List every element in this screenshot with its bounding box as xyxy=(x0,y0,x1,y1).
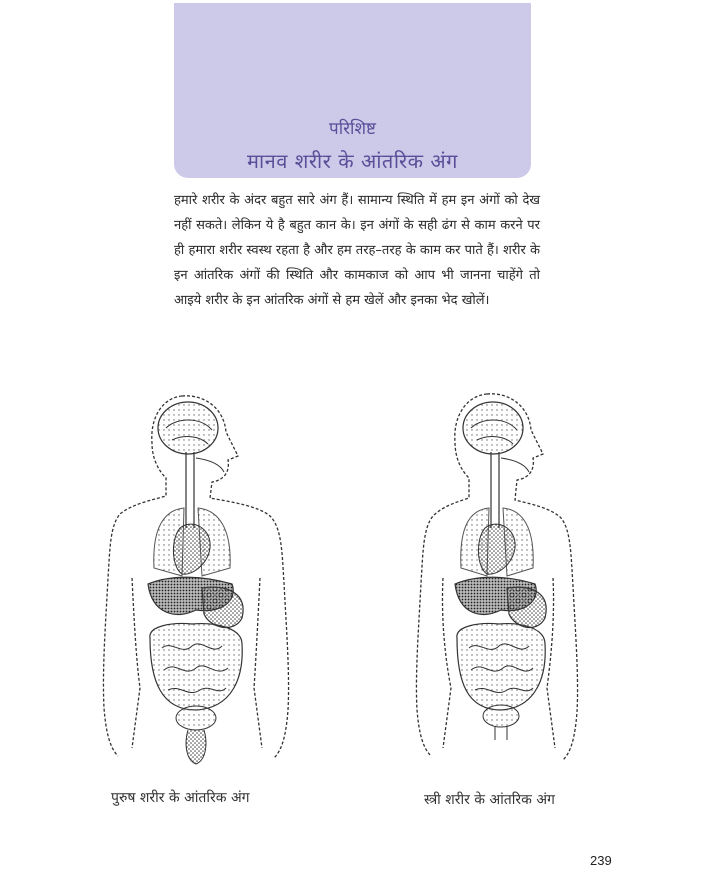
appendix-header-box xyxy=(174,3,531,178)
chapter-title: मानव शरीर के आंतरिक अंग xyxy=(247,149,458,173)
intro-paragraph: हमारे शरीर के अंदर बहुत सारे अंग हैं। सामान्य स्थिति में हम इन अंगों को देख नहीं सकते। लेकिन ये है बहुत कान के। इन अंगों के सही ढंग से काम करने पर ही हमारा शरीर स्वस्थ रहता है और हम तरह–तरह के काम कर पाते हैं। शरीर के इन आंतरिक अंगों की स्थिति और कामकाज को आप भी जानना चाहेंगे तो आइये शरीर के इन आंतरिक अंगों से हम खेलें और इनका भेद खोलें। xyxy=(174,193,540,308)
page-number: 239 xyxy=(590,853,612,868)
female-body-diagram xyxy=(395,388,607,768)
male-diagram-caption: पुरुष शरीर के आंतरिक अंग xyxy=(111,790,250,806)
appendix-label: परिशिष्ट xyxy=(329,119,376,139)
male-body-diagram xyxy=(92,388,304,768)
female-diagram-caption: स्त्री शरीर के आंतरिक अंग xyxy=(424,792,555,808)
